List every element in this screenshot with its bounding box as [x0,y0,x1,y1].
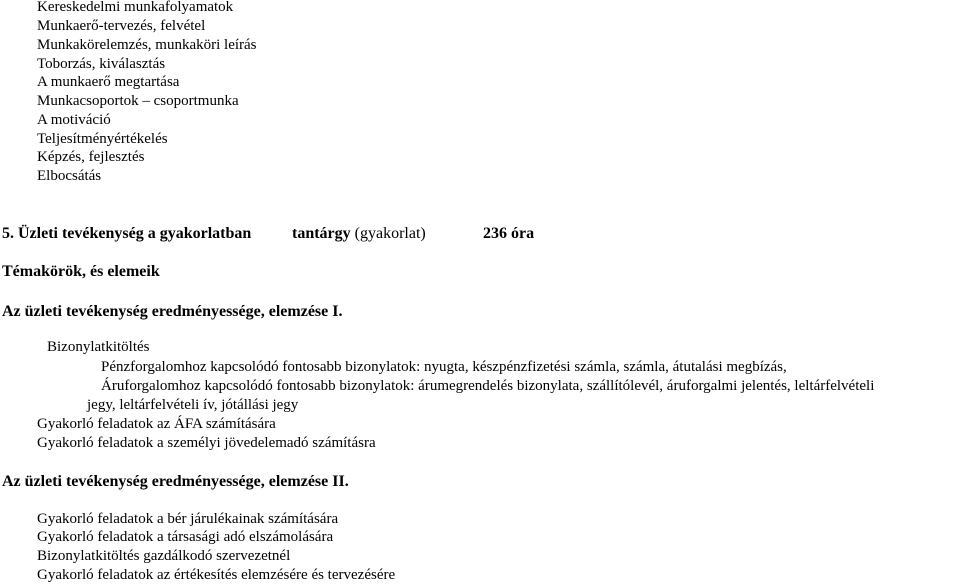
topic2-title: Az üzleti tevékenység eredményessége, elemzése II. [2,473,349,490]
topic2-item: Gyakorló feladatok az értékesítés elemzésére és tervezésére [37,567,396,583]
topic1-subheading: Bizonylatkitöltés [47,339,150,355]
topic1-practice: Gyakorló feladatok az ÁFA számítására [37,416,276,432]
list-item: Teljesítményértékelés [37,131,168,147]
list-item: Munkacsoportok – csoportmunka [37,93,239,109]
topic1-item-continued: jegy, leltárfelvételi ív, jótállási jegy [87,397,299,413]
section-hours: 236 óra [483,225,535,242]
section-subject [292,224,426,243]
subject-label: tantárgy [292,225,351,242]
topic2-item: Bizonylatkitöltés gazdálkodó szervezetnél [37,548,291,564]
topic1-title: Az üzleti tevékenység eredményessége, elemzése I. [2,303,343,320]
topic1-practice: Gyakorló feladatok a személyi jövedelemadó számításra [37,435,376,451]
topic2-item: Gyakorló feladatok a társasági adó elszámolására [37,529,334,545]
topic2-item: Gyakorló feladatok a bér járulékainak számítására [37,511,339,527]
section-title: 5. Üzleti tevékenység a gyakorlatban [2,225,252,242]
list-item: Kereskedelmi munkafolyamatok [37,0,234,15]
list-item: Toborzás, kiválasztás [37,56,166,72]
list-item: Képzés, fejlesztés [37,149,145,165]
list-item: Elbocsátás [37,168,102,184]
subject-type: (gyakorlat) [350,225,426,242]
list-item: Munkakörelemzés, munkaköri leírás [37,37,257,53]
topic1-item: Pénzforgalomhoz kapcsolódó fontosabb bizonylatok: nyugta, készpénzfizetési számla, számla, átutalási megbízás, [101,359,787,375]
list-item: A motiváció [37,112,111,128]
topic1-item: Áruforgalomhoz kapcsolódó fontosabb bizonylatok: árumegrendelés bizonylata, szállítólevél, áruforgalmi jelentés, leltárfelvételi [101,378,875,394]
topics-heading: Témakörök, és elemeik [2,263,160,280]
list-item: Munkaerő-tervezés, felvétel [37,18,206,34]
list-item: A munkaerő megtartása [37,74,180,90]
